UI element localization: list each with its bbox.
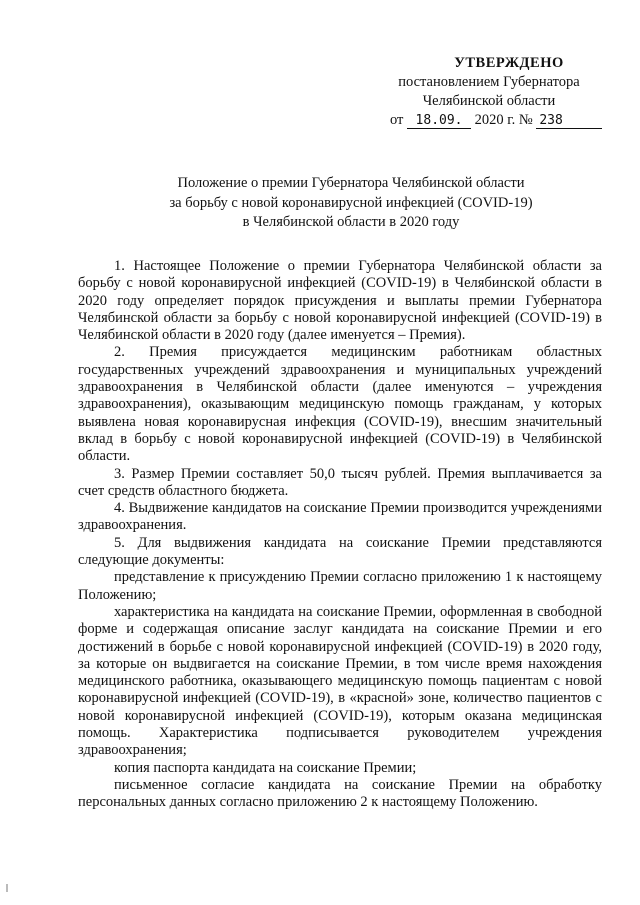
paragraph-2: 2. Премия присуждается медицинским работникам областных государственных учреждений здравоохранения и муниципальных учреждений здравоохранения в Челябинской области (далее именуются – учреждения здравоохранения), оказывающим медицинскую помощь гражданам, у которых выявлена новая коронавирусная инфекция (COVID-19), внесшим значительный вклад в борьбу с новой коронавирусной инфекцией (COVID-19) в Челябинской области. xyxy=(78,344,602,465)
paragraph-8: копия паспорта кандидата на соискание Премии; xyxy=(114,759,417,776)
approval-line-2: Челябинской области xyxy=(422,93,556,109)
handwritten-number: 238 xyxy=(536,113,602,129)
document-body xyxy=(78,258,602,812)
approval-line-1: постановлением Губернатора xyxy=(398,74,580,90)
handwritten-date: 18.09. xyxy=(407,113,471,129)
approval-date-line xyxy=(384,111,594,130)
approval-block xyxy=(384,54,594,130)
document-title xyxy=(120,174,582,233)
paragraph-9: письменное согласие кандидата на соискание Премии на обработку персональных данных согласно приложению 2 к настоящему Положению. xyxy=(78,776,602,811)
paragraph-7: характеристика на кандидата на соискание Премии, оформленная в свободной форме и содержащая описание заслуг кандидата на соискание Премии и его достижений в борьбе с новой коронавирусной инфекцией (COVID-19) в 2020 году, за которые он выдвигается на соискание Премии, в том числе время нахождения медицинского работника, оказывающего медицинскую помощь пациентам с новой коронавирусной инфекцией (COVID-19), в «красной» зоне, количество пациентов с новой коронавирусной инфекцией (COVID-19), которым оказана медицинская помощь. Характеристика подписывается руководителем учреждения здравоохранения; xyxy=(78,603,602,759)
scan-edge-mark xyxy=(6,884,8,892)
paragraph-1: 1. Настоящее Положение о премии Губернатора Челябинской области за борьбу с новой коронавирусной инфекцией (COVID-19) в Челябинской области в 2020 году определяет порядок присуждения и выплаты премии Губернатора Челябинской области за борьбу с новой коронавирусной инфекцией (COVID-19) в Челябинской области в 2020 году (далее именуется – Премия). xyxy=(78,258,602,344)
paragraph-5: 5. Для выдвижения кандидата на соискание Премии представляются следующие документы: xyxy=(78,534,602,569)
title-line-2: за борьбу с новой коронавирусной инфекцией (COVID-19) xyxy=(169,194,533,211)
paragraph-6: представление к присуждению Премии согласно приложению 1 к настоящему Положению; xyxy=(78,569,602,603)
paragraph-3: 3. Размер Премии составляет 50,0 тысяч рублей. Премия выплачивается за счет средств областного бюджета. xyxy=(78,465,602,499)
paragraph-4: 4. Выдвижение кандидатов на соискание Премии производится учреждениями здравоохранения. xyxy=(78,500,602,534)
date-year: 2020 г. № xyxy=(474,112,533,128)
title-line-3: в Челябинской области в 2020 году xyxy=(242,214,460,230)
date-prefix: от xyxy=(390,112,404,128)
title-line-1: Положение о премии Губернатора Челябинской области xyxy=(177,175,525,191)
approval-heading: УТВЕРЖДЕНО xyxy=(454,55,564,71)
